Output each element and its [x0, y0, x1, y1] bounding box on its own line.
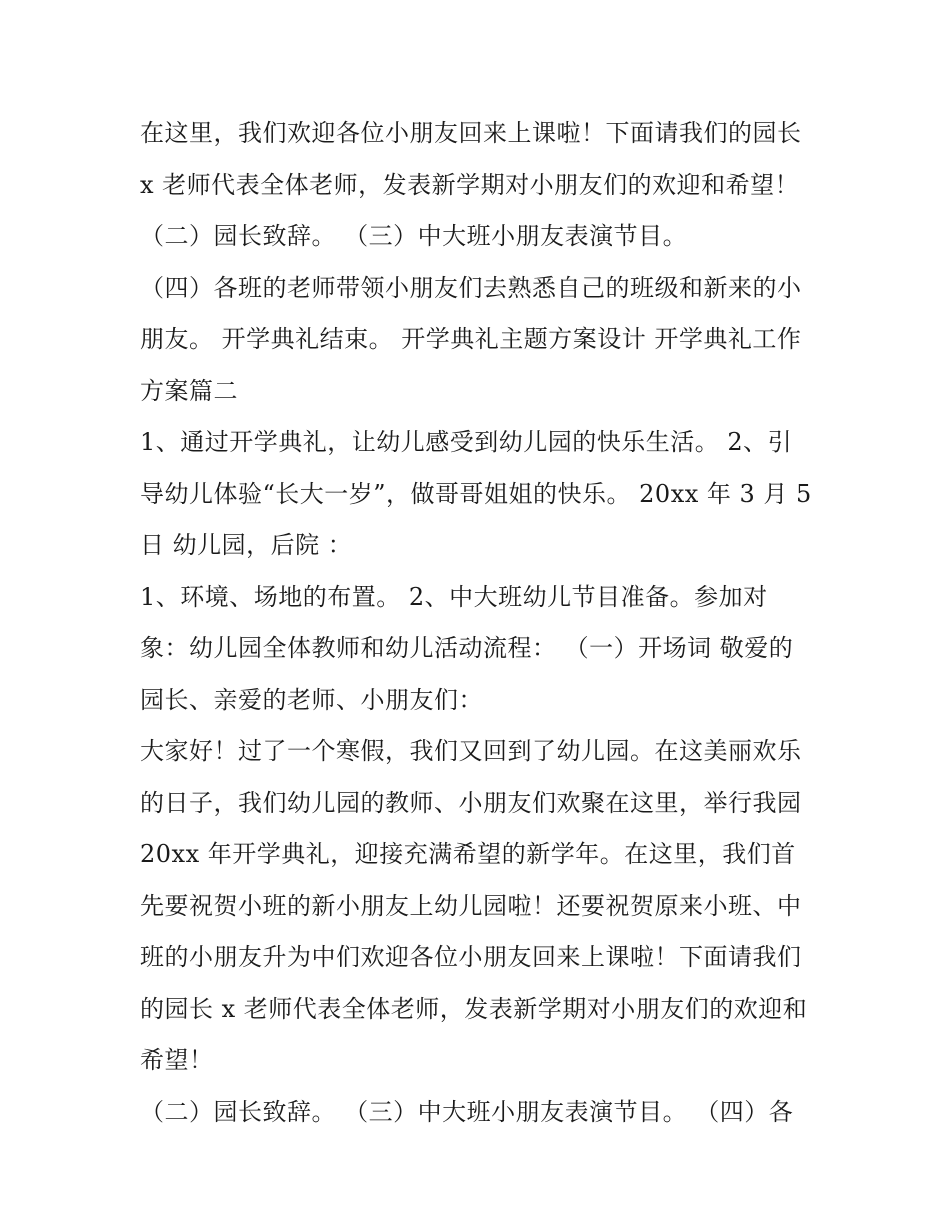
text-line: 1、环境、场地的布置。 2、中大班幼儿节目准备。参加对 [140, 582, 768, 611]
text-line: 班的小朋友升为中们欢迎各位小朋友回来上课啦！下面请我们 [140, 943, 802, 971]
text-line: 希望！ [140, 1046, 214, 1074]
text-line: 大家好！过了一个寒假，我们又回到了幼儿园。在这美丽欢乐 [140, 737, 802, 765]
text-line: 方案篇二 [140, 376, 238, 405]
text-line: 象：幼儿园全体教师和幼儿活动流程： （一）开场词 敬爱的 [140, 634, 794, 662]
text-line: x 老师代表全体老师，发表新学期对小朋友们的欢迎和希望！ [140, 170, 800, 199]
text-line: 20xx 年开学典礼，迎接充满希望的新学年。在这里，我们首 [140, 840, 796, 868]
text-line: 日 幼儿园，后院 ： [140, 531, 353, 559]
text-line: 在这里，我们欢迎各位小朋友回来上课啦！下面请我们的园长 [140, 119, 802, 147]
text-line: （二）园长致辞。 （三）中大班小朋友表演节目。 [140, 222, 688, 250]
text-line: 的日子，我们幼儿园的教师、小朋友们欢聚在这里，举行我园 [140, 788, 802, 817]
text-line: 1、通过开学典礼，让幼儿感受到幼儿园的快乐生活。 2、引 [140, 428, 793, 456]
text-line: 园长、亲爱的老师、小朋友们： [140, 685, 483, 714]
text-line: （四）各班的老师带领小朋友们去熟悉自己的班级和新来的小 [140, 273, 802, 302]
text-line: 的园长 x 老师代表全体老师，发表新学期对小朋友们的欢迎和 [140, 994, 808, 1023]
text-line: 先要祝贺小班的新小朋友上幼儿园啦！还要祝贺原来小班、中 [140, 891, 802, 920]
text-line: 朋友。 开学典礼结束。 开学典礼主题方案设计 开学典礼工作 [140, 325, 802, 353]
text-line: （二）园长致辞。 （三）中大班小朋友表演节目。 （四）各 [140, 1097, 794, 1126]
document-body [140, 108, 820, 1138]
text-line: 导幼儿体验“长大一岁”，做哥哥姐姐的快乐。 20xx 年 3 月 5 [140, 479, 812, 508]
